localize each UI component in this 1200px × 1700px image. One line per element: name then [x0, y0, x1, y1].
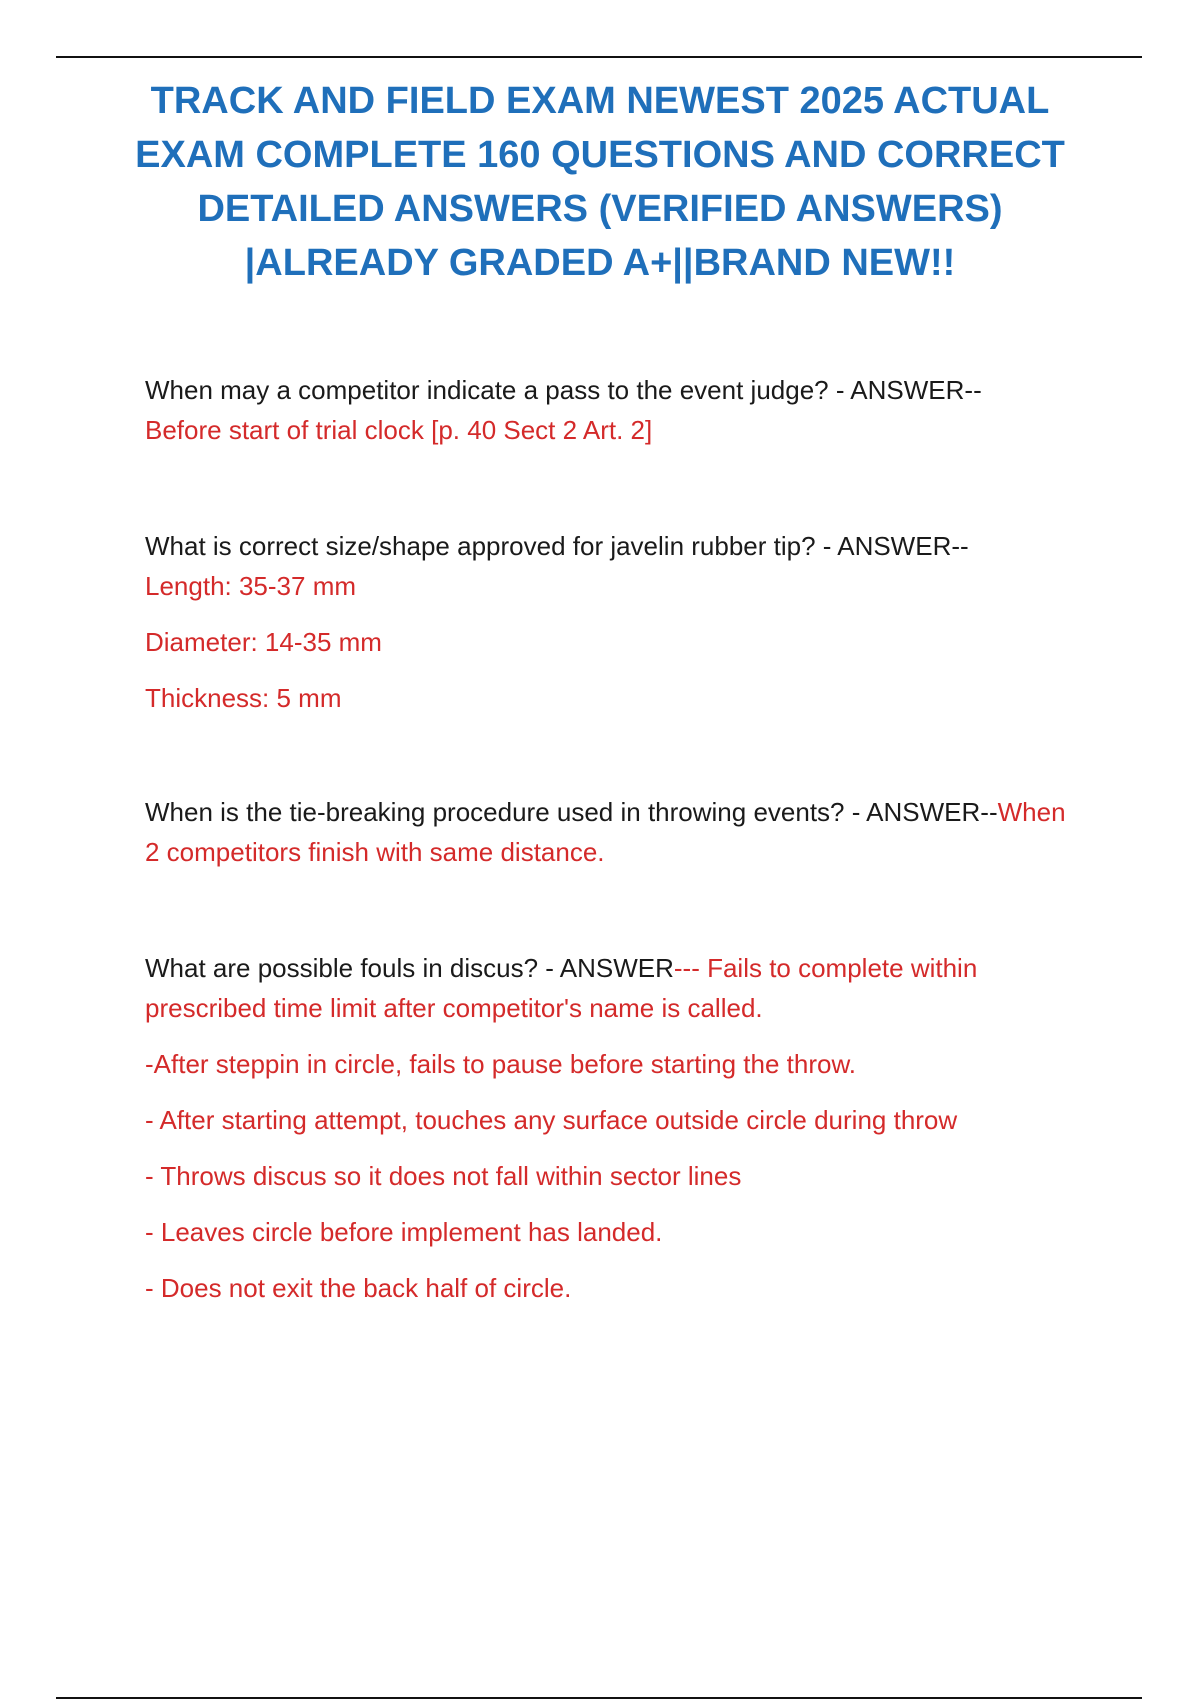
qa-block — [145, 526, 1085, 718]
bottom-rule — [56, 1697, 1142, 1699]
answer-line: Length: 35-37 mm — [145, 571, 357, 601]
top-rule — [56, 56, 1142, 58]
question-text: When is the tie-breaking procedure used in throwing events? - ANSWER-- — [145, 797, 998, 827]
document-title: TRACK AND FIELD EXAM NEWEST 2025 ACTUAL EXAM COMPLETE 160 QUESTIONS AND CORRECT DETAILED ANSWERS (VERIFIED ANSWERS) |ALREADY GRADED A+||BRAND NEW!! — [135, 80, 1065, 284]
answer-line: Thickness: 5 mm — [145, 683, 342, 713]
question-text: What is correct size/shape approved for javelin rubber tip? - ANSWER-- — [145, 531, 969, 561]
answer-line: - After starting attempt, touches any surface outside circle during throw — [145, 1105, 958, 1135]
answer-line: -After steppin in circle, fails to pause before starting the throw. — [145, 1049, 857, 1079]
qa-block — [145, 948, 1085, 1308]
answer-line: Before start of trial clock [p. 40 Sect 2 Art. 2] — [145, 415, 653, 445]
answer-line: - Throws discus so it does not fall within sector lines — [145, 1161, 742, 1191]
question-text: What are possible fouls in discus? - ANSWER — [145, 953, 674, 983]
answer-line: - Does not exit the back half of circle. — [145, 1273, 572, 1303]
qa-block — [145, 370, 1085, 450]
question-paragraph — [145, 792, 1085, 872]
answer-line: - Leaves circle before implement has landed. — [145, 1217, 663, 1247]
question-paragraph — [145, 948, 1085, 1028]
answer-line: Diameter: 14-35 mm — [145, 627, 382, 657]
answer-inline: --- Fails to complete within prescribed time limit after competitor's name is called. — [145, 953, 978, 1023]
qa-block — [145, 792, 1085, 872]
question-text: When may a competitor indicate a pass to the event judge? - ANSWER-- — [145, 375, 982, 405]
answer-inline: When 2 competitors finish with same distance. — [145, 797, 1066, 867]
